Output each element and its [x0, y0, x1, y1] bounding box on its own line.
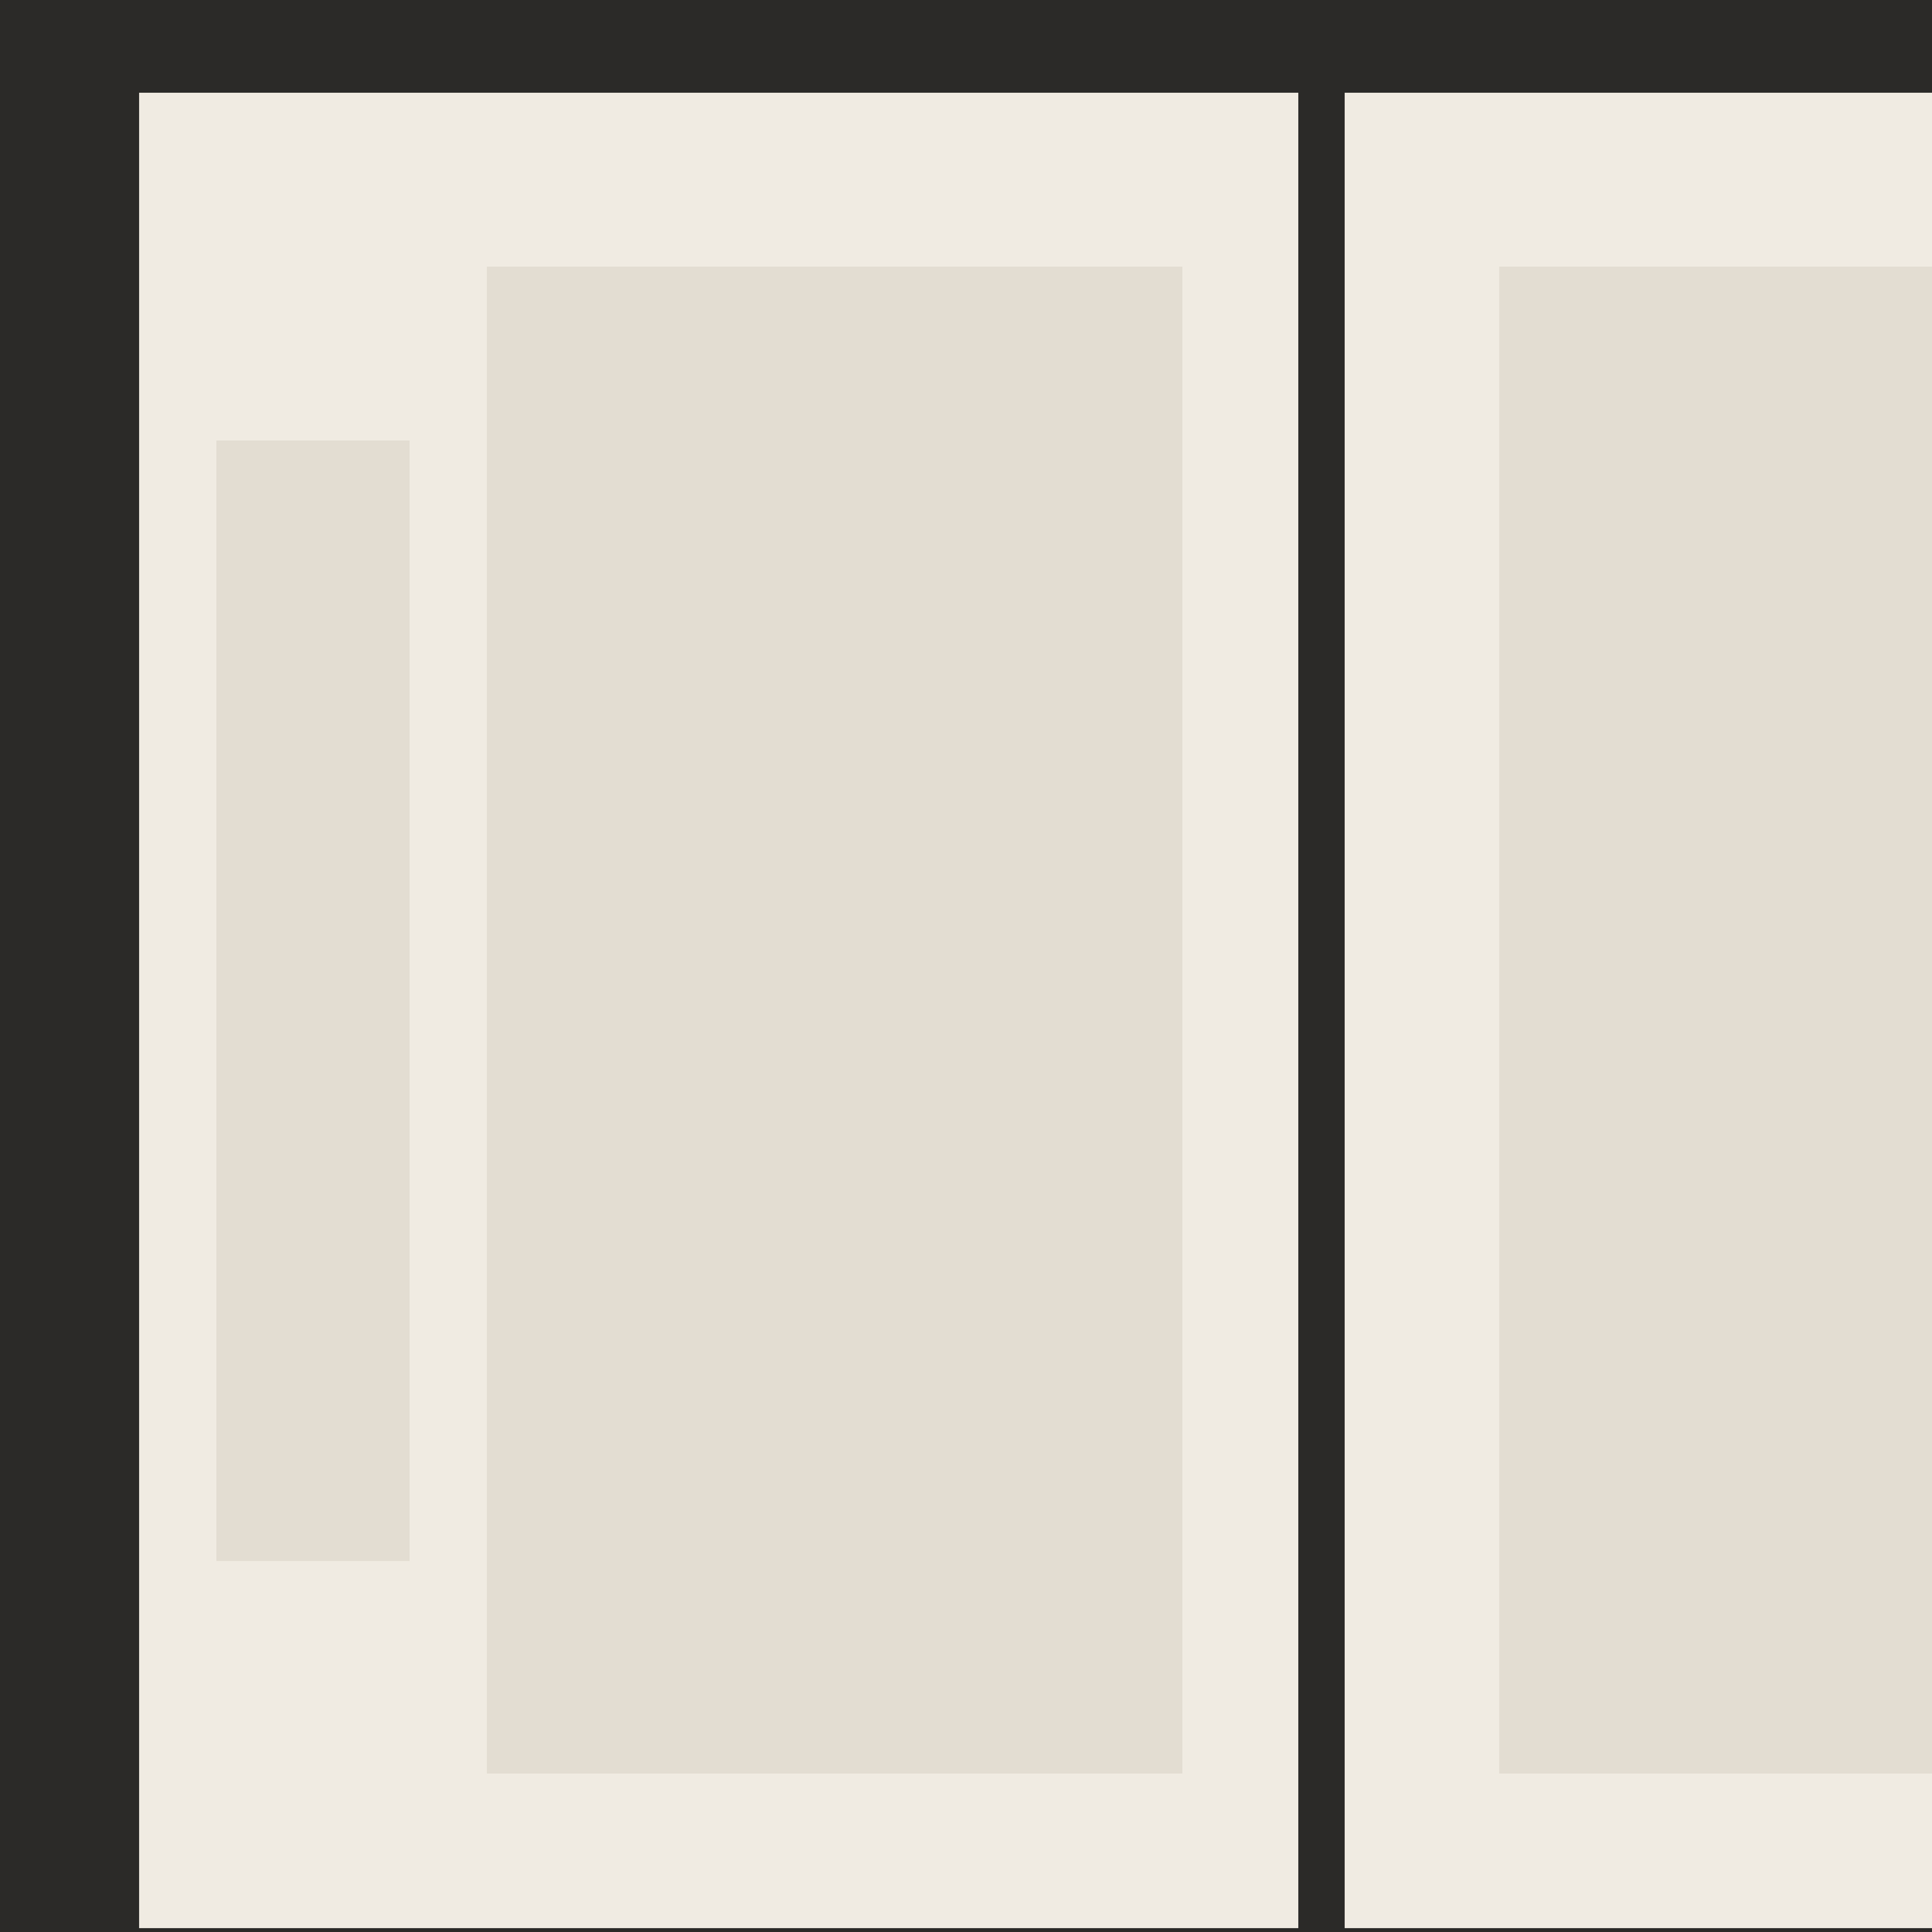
text-column [1499, 267, 1932, 1774]
left-page [139, 93, 1298, 1928]
text-column [487, 267, 1182, 1774]
right-page [1345, 93, 1932, 1928]
margin-notes [216, 440, 410, 1561]
